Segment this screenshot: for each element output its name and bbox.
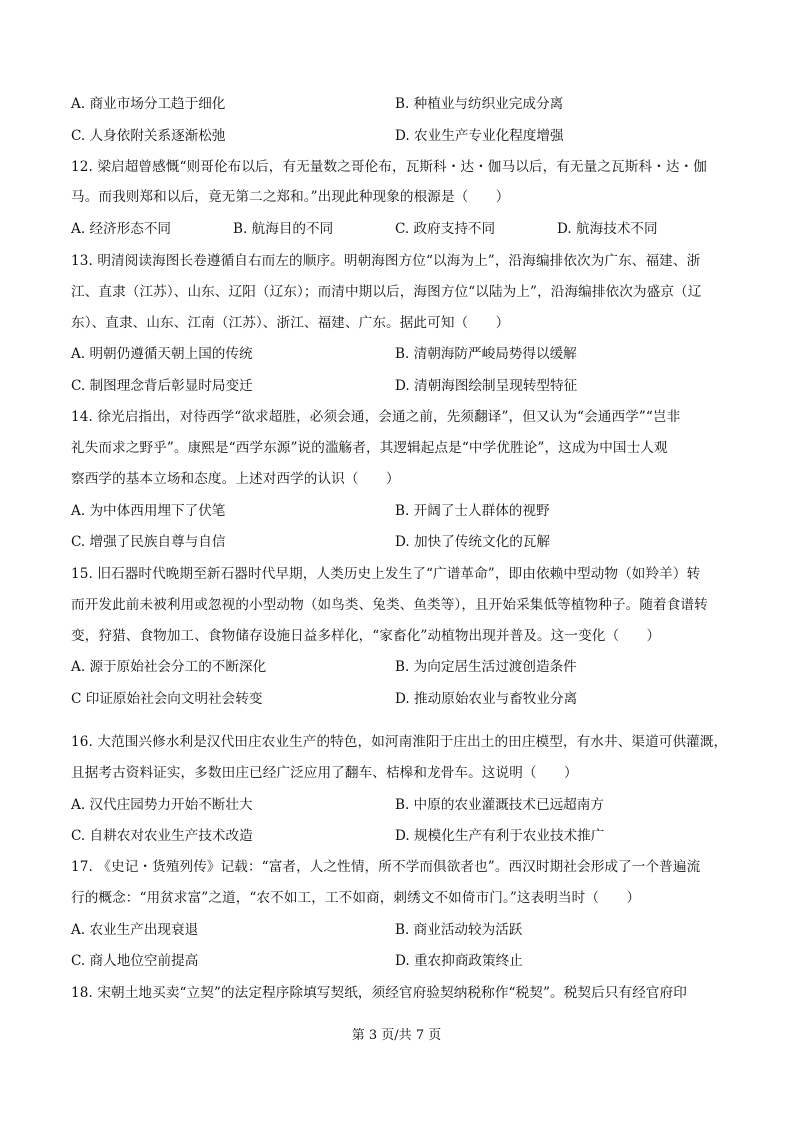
q15-option-c: C 印证原始社会向文明社会转变 bbox=[71, 691, 263, 707]
q16-option-d: D. 规模化生产有利于农业技术推广 bbox=[395, 828, 605, 844]
q11-option-a: A. 商业市场分工趋于细化 bbox=[71, 96, 226, 112]
q13-option-a: A. 明朝仍遵循天朝上国的传统 bbox=[71, 346, 253, 362]
q15-option-d: D. 推动原始农业与畜牧业分离 bbox=[395, 691, 578, 707]
q16-option-c: C. 自耕农对农业生产技术改造 bbox=[71, 828, 253, 844]
q14-option-d: D. 加快了传统文化的瓦解 bbox=[395, 534, 550, 550]
q15-option-b: B. 为向定居生活过渡创造条件 bbox=[395, 659, 577, 675]
q11-option-d: D. 农业生产专业化程度增强 bbox=[395, 128, 564, 144]
q14-stem-line-3: 察西学的基本立场和态度。上述对西学的认识（ ） bbox=[71, 471, 400, 487]
q13-option-b: B. 清朝海防严峻局势得以缓解 bbox=[395, 346, 577, 362]
q12-option-b: B. 航海目的不同 bbox=[233, 221, 334, 237]
q15-stem-line-2: 而开发此前未被利用或忽视的小型动物（如鸟类、兔类、鱼类等），且开始采集低等植物种子。随着食谱转 bbox=[71, 597, 708, 613]
q13-stem-line-2: 江、直隶（江苏）、山东、辽阳（辽东）；而清中期以后，海图方位“以陆为上”，沿海编排依次为盛京（辽 bbox=[71, 284, 702, 300]
q12-option-d: D. 航海技术不同 bbox=[557, 221, 658, 237]
q14-option-b: B. 开阔了士人群体的视野 bbox=[395, 503, 550, 519]
q11-option-c: C. 人身依附关系逐渐松弛 bbox=[71, 128, 226, 144]
page-number-footer: 第 3 页/共 7 页 bbox=[351, 1028, 442, 1043]
q15-option-a: A. 源于原始社会分工的不断深化 bbox=[71, 659, 267, 675]
q17-option-d: D. 重农抑商政策终止 bbox=[395, 953, 523, 969]
q16-stem-line-2: 且据考古资料证实，多数田庄已经广泛应用了翻车、桔槔和龙骨车。这说明（ ） bbox=[71, 765, 578, 781]
q17-option-a: A. 农业生产出现衰退 bbox=[71, 922, 199, 938]
q14-option-c: C. 增强了民族自尊与自信 bbox=[71, 534, 226, 550]
q17-stem-line-1: 17. 《史记・货殖列传》记载：“富者，人之性情，所不学而俱欲者也”。西汉时期社会形成了一个普遍流 bbox=[71, 859, 701, 875]
q12-stem-line-2: 马。而我则郑和以后，竟无第二之郑和。”出现此种现象的根源是（ ） bbox=[71, 189, 510, 205]
q12-option-c: C. 政府支持不同 bbox=[395, 221, 496, 237]
q13-option-d: D. 清朝海图绘制呈现转型特征 bbox=[395, 378, 578, 394]
q13-option-c: C. 制图理念背后彰显时局变迁 bbox=[71, 378, 253, 394]
q17-option-c: C. 商人地位空前提高 bbox=[71, 953, 199, 969]
q13-stem-line-3: 东）、直隶、山东、江南（江苏）、浙江、福建、广东。据此可知（ ） bbox=[71, 315, 510, 331]
q16-option-a: A. 汉代庄园势力开始不断壮大 bbox=[71, 797, 253, 813]
q13-stem-line-1: 13. 明清阅读海图长卷遵循自右而左的顺序。明朝海图方位“以海为上”，沿海编排依次为广东、福建、浙 bbox=[71, 253, 701, 269]
q14-option-a: A. 为中体西用埋下了伏笔 bbox=[71, 503, 226, 519]
q12-option-a: A. 经济形态不同 bbox=[71, 221, 172, 237]
q18-stem-line-1: 18. 宋朝土地买卖“立契”的法定程序除填写契纸，须经官府验契纳税称作“税契”。税契后只有经官府印 bbox=[71, 985, 687, 1001]
q16-stem-line-1: 16. 大范围兴修水利是汉代田庄农业生产的特色，如河南淮阳于庄出土的田庄模型，有水井、渠道可供灌溉， bbox=[71, 734, 728, 750]
q12-stem-line-1: 12. 梁启超曾感慨“则哥伦布以后，有无量数之哥伦布，瓦斯科・达・伽马以后，有无量之瓦斯科・达・伽 bbox=[71, 159, 707, 175]
q17-option-b: B. 商业活动较为活跃 bbox=[395, 922, 523, 938]
q17-stem-line-2: 行的概念：“用贫求富”之道，“农不如工，工不如商，刺绣文不如倚市门。”这表明当时（ ） bbox=[71, 890, 641, 906]
q16-option-b: B. 中原的农业灌溉技术已远超南方 bbox=[395, 797, 604, 813]
q11-option-b: B. 种植业与纺织业完成分离 bbox=[395, 96, 564, 112]
q15-stem-line-1: 15. 旧石器时代晚期至新石器时代早期，人类历史上发生了“广谱革命”，即由依赖中型动物（如羚羊）转 bbox=[71, 566, 701, 582]
q15-stem-line-3: 变，狩猎、食物加工、食物储存设施日益多样化，“家畜化”动植物出现并普及。这一变化（ ） bbox=[71, 628, 661, 644]
q14-stem-line-2: 礼失而求之野乎”。康熙是“西学东源”说的滥觞者，其逻辑起点是“中学优胜论”，这成为中国士人观 bbox=[71, 440, 668, 456]
q14-stem-line-1: 14. 徐光启指出，对待西学“欲求超胜，必须会通，会通之前，先须翻译”，但又认为“会通西学”“岂非 bbox=[71, 409, 681, 425]
